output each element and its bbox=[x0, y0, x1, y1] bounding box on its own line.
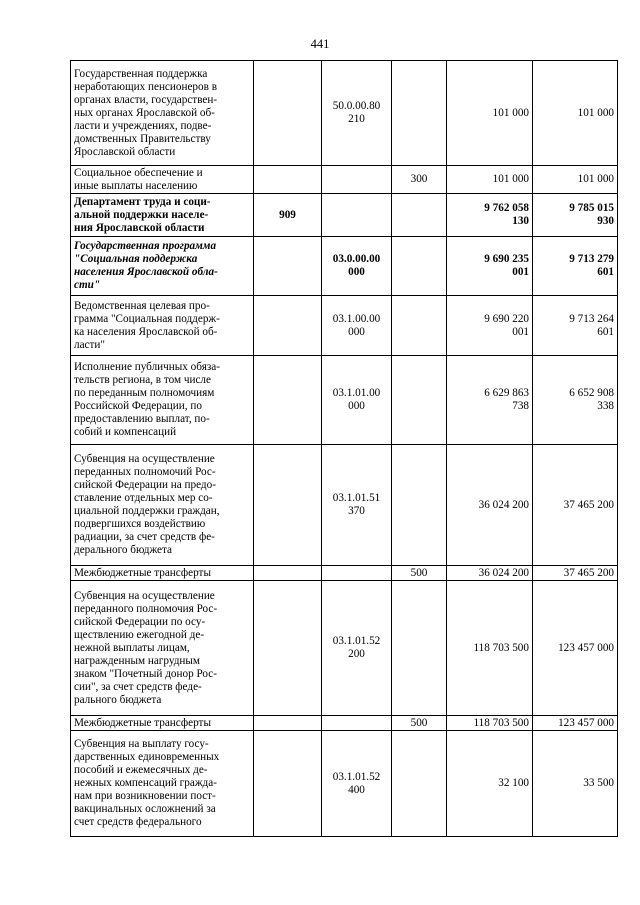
row-name: Межбюджетные трансферты bbox=[71, 566, 254, 581]
row-code bbox=[322, 716, 392, 731]
row-code: 03.0.00.00 000 bbox=[322, 237, 392, 296]
row-type bbox=[392, 237, 447, 296]
table-row bbox=[71, 237, 618, 296]
row-code: 03.1.01.51 370 bbox=[322, 445, 392, 566]
row-name: Субвенция на осуществление переданных полномочий Рос- сийской Федерации на предо- ставление отдельных мер со- циальной поддержки граждан, подвергшихся воздействию радиации, за счет средств фе- дерального бюджета bbox=[71, 445, 254, 566]
table-row bbox=[71, 581, 618, 716]
table-row bbox=[71, 716, 618, 731]
row-name: Субвенция на осуществление переданного полномочия Рос- сийской Федерации по осу- ществлению ежегодной де- нежной выплаты лицам, награжденным нагрудным знаком "Почетный донор Рос- сии", за счет средств феде- рального бюджета bbox=[71, 581, 254, 716]
row-name: Субвенция на выплату госу- дарственных единовременных пособий и ежемесячных де- нежных компенсаций гражда- нам при возникновении пост- вакцинальных осложнений за счет средств федерального bbox=[71, 731, 254, 837]
row-code: 03.1.01.00 000 bbox=[322, 356, 392, 445]
table-row bbox=[71, 356, 618, 445]
row-name: Исполнение публичных обяза- тельств региона, в том числе по переданным полномочиям Российской Федерации, по предоставлению выплат, по- собий и компенсаций bbox=[71, 356, 254, 445]
row-type bbox=[392, 356, 447, 445]
table-row bbox=[71, 194, 618, 237]
row-name: Ведомственная целевая про- грамма "Социальная поддерж- ка населения Ярославской об- ласти" bbox=[71, 296, 254, 356]
row-code bbox=[322, 566, 392, 581]
row-sum-2: 101 000 bbox=[533, 166, 618, 194]
row-name: Государственная поддержка неработающих пенсионеров в органах власти, государствен- ных органах Ярославской об- ласти и учреждениях, подве- домственных Правительству Ярославской области bbox=[71, 61, 254, 166]
row-sum-2: 37 465 200 bbox=[533, 566, 618, 581]
row-type bbox=[392, 581, 447, 716]
row-sum-2: 6 652 908 338 bbox=[533, 356, 618, 445]
row-ministry bbox=[254, 731, 322, 837]
row-name: Социальное обеспечение и иные выплаты населению bbox=[71, 166, 254, 194]
row-sum-1: 9 690 220 001 bbox=[447, 296, 533, 356]
row-ministry bbox=[254, 61, 322, 166]
row-ministry bbox=[254, 166, 322, 194]
page-number: 441 bbox=[310, 37, 330, 51]
row-ministry bbox=[254, 566, 322, 581]
row-code: 03.1.01.52 400 bbox=[322, 731, 392, 837]
row-type bbox=[392, 296, 447, 356]
row-name: Государственная программа "Социальная поддержка населения Ярославской обла- сти" bbox=[71, 237, 254, 296]
row-sum-2: 33 500 bbox=[533, 731, 618, 837]
row-ministry bbox=[254, 445, 322, 566]
row-sum-2: 123 457 000 bbox=[533, 581, 618, 716]
row-type bbox=[392, 445, 447, 566]
row-code: 50.0.00.80 210 bbox=[322, 61, 392, 166]
row-type bbox=[392, 61, 447, 166]
row-sum-1: 36 024 200 bbox=[447, 445, 533, 566]
row-type: 500 bbox=[392, 716, 447, 731]
row-sum-2: 9 785 015 930 bbox=[533, 194, 618, 237]
table-row bbox=[71, 61, 618, 166]
row-sum-2: 9 713 264 601 bbox=[533, 296, 618, 356]
row-sum-1: 6 629 863 738 bbox=[447, 356, 533, 445]
row-code: 03.1.00.00 000 bbox=[322, 296, 392, 356]
table-row bbox=[71, 731, 618, 837]
row-sum-1: 9 690 235 001 bbox=[447, 237, 533, 296]
row-sum-1: 118 703 500 bbox=[447, 716, 533, 731]
row-ministry bbox=[254, 356, 322, 445]
row-sum-1: 32 100 bbox=[447, 731, 533, 837]
budget-table bbox=[70, 60, 618, 837]
table-row bbox=[71, 566, 618, 581]
row-type bbox=[392, 194, 447, 237]
row-type: 300 bbox=[392, 166, 447, 194]
row-ministry bbox=[254, 581, 322, 716]
row-sum-1: 101 000 bbox=[447, 166, 533, 194]
row-ministry bbox=[254, 716, 322, 731]
row-ministry bbox=[254, 237, 322, 296]
row-sum-2: 101 000 bbox=[533, 61, 618, 166]
table-row bbox=[71, 445, 618, 566]
row-name: Межбюджетные трансферты bbox=[71, 716, 254, 731]
row-code bbox=[322, 166, 392, 194]
row-sum-1: 101 000 bbox=[447, 61, 533, 166]
row-sum-2: 9 713 279 601 bbox=[533, 237, 618, 296]
row-ministry bbox=[254, 296, 322, 356]
row-sum-1: 118 703 500 bbox=[447, 581, 533, 716]
table-row bbox=[71, 296, 618, 356]
row-name: Департамент труда и соци- альной поддержки населе- ния Ярославской области bbox=[71, 194, 254, 237]
table-row bbox=[71, 166, 618, 194]
row-code: 03.1.01.52 200 bbox=[322, 581, 392, 716]
row-ministry: 909 bbox=[254, 194, 322, 237]
row-sum-1: 36 024 200 bbox=[447, 566, 533, 581]
row-sum-1: 9 762 058 130 bbox=[447, 194, 533, 237]
row-sum-2: 37 465 200 bbox=[533, 445, 618, 566]
row-sum-2: 123 457 000 bbox=[533, 716, 618, 731]
row-type bbox=[392, 731, 447, 837]
row-code bbox=[322, 194, 392, 237]
row-type: 500 bbox=[392, 566, 447, 581]
